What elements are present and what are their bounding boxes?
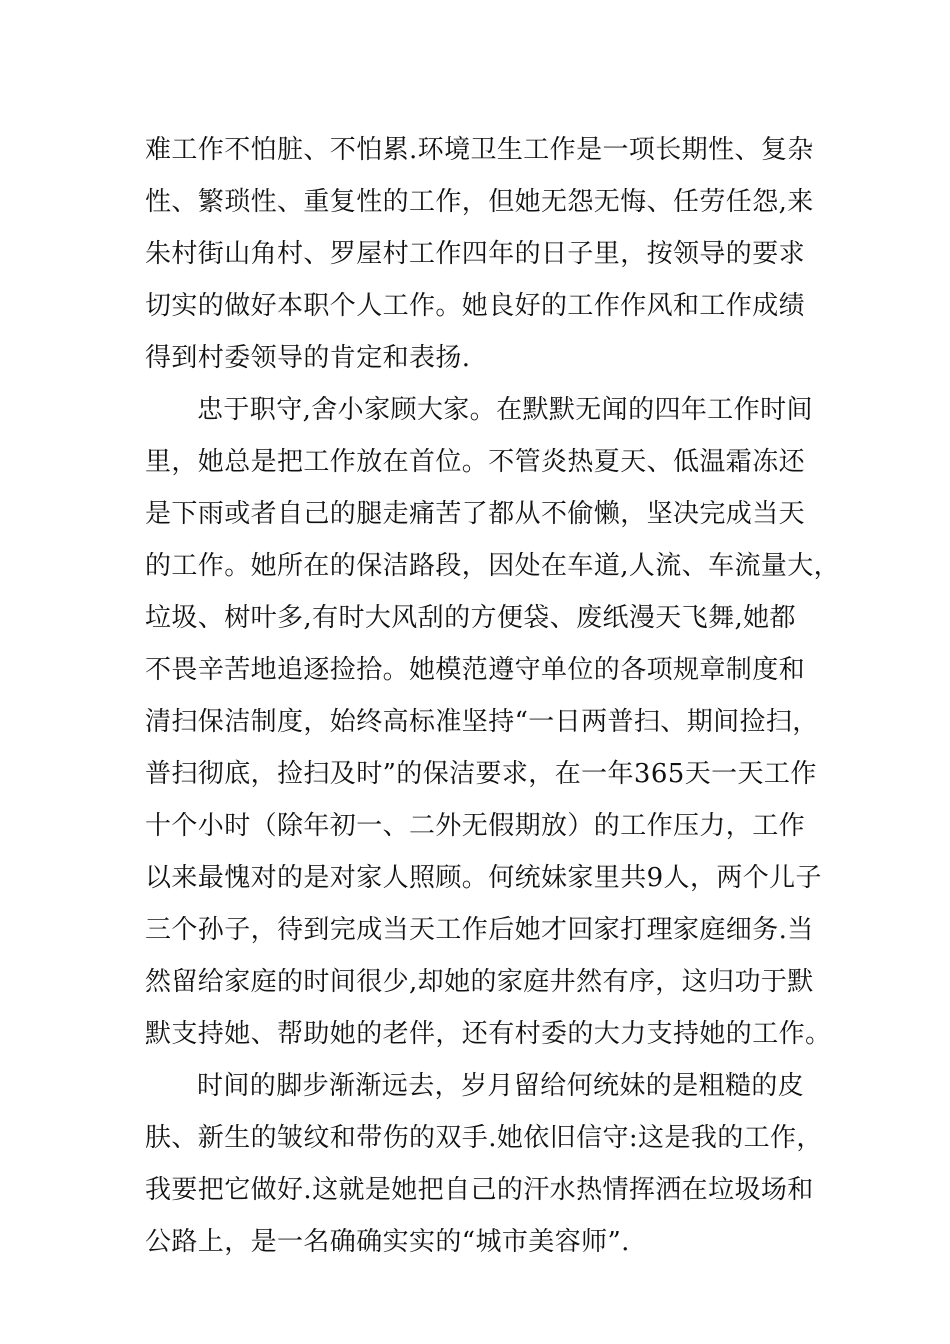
text-line: 然留给家庭的时间很少,却她的家庭井然有序，这归功于默	[145, 967, 814, 997]
text-line: 清扫保洁制度，始终高标准坚持“一日两普扫、期间捡扫，	[145, 707, 819, 737]
text-line: 切实的做好本职个人工作。她良好的工作作风和工作成绩	[145, 291, 806, 321]
text-line: 垃圾、树叶多,有时大风刮的方便袋、废纸漫天飞舞,她都	[145, 603, 796, 633]
text-line: 十个小时（除年初一、二外无假期放）的工作压力，工作	[145, 811, 806, 841]
text-line: 公路上，是一名确确实实的“城市美容师”.	[145, 1227, 630, 1257]
paragraph-start-line: 忠于职守,舍小家顾大家。在默默无闻的四年工作时间	[197, 395, 813, 425]
text-line: 以来最愧对的是对家人照顾。何统妹家里共9人，两个儿子	[145, 863, 822, 893]
paragraph-start-line: 时间的脚步渐渐远去，岁月留给何统妹的是粗糙的皮	[197, 1071, 805, 1101]
text-line: 里，她总是把工作放在首位。不管炎热夏天、低温霜冻还	[145, 447, 806, 477]
text-line: 性、繁琐性、重复性的工作，但她无怨无悔、任劳任怨,来	[145, 187, 814, 217]
text-line: 普扫彻底，捡扫及时”的保洁要求，在一年365天一天工作	[145, 759, 817, 789]
text-line: 默支持她、帮助她的老伴，还有村委的大力支持她的工作。	[145, 1019, 832, 1049]
text-line: 我要把它做好.这就是她把自己的汗水热情挥洒在垃圾场和	[145, 1175, 814, 1205]
text-line: 肤、新生的皱纹和带伤的双手.她依旧信守:这是我的工作，	[145, 1123, 823, 1153]
text-line: 朱村街山角村、罗屋村工作四年的日子里，按领导的要求	[145, 239, 806, 269]
text-line: 是下雨或者自己的腿走痛苦了都从不偷懒，坚决完成当天	[145, 499, 806, 529]
document-body	[145, 124, 841, 1268]
text-line: 的工作。她所在的保洁路段，因处在车道,人流、车流量大，	[145, 551, 841, 581]
text-line: 难工作不怕脏、不怕累.环境卫生工作是一项长期性、复杂	[145, 135, 814, 165]
text-line: 三个孙子，待到完成当天工作后她才回家打理家庭细务.当	[145, 915, 814, 945]
text-line: 得到村委领导的肯定和表扬.	[145, 343, 471, 373]
text-line: 不畏辛苦地追逐捡拾。她模范遵守单位的各项规章制度和	[145, 655, 806, 685]
